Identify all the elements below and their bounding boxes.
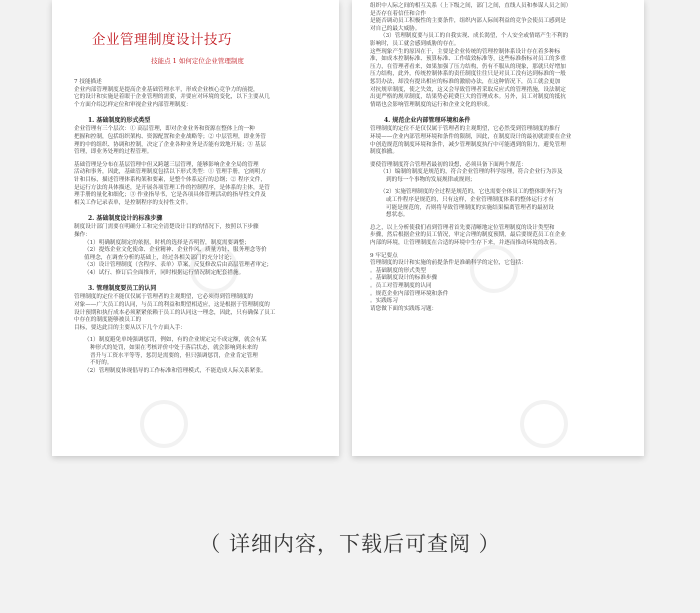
text-line: 是运行方法的具体描述，是开展各项管理工作的控制程序，是体系的主体，是管 [74, 184, 270, 191]
text-line: 到的每一个事物的发展规律或规则； [386, 176, 476, 183]
text-line: 。基础制度的形式类型 [370, 267, 426, 274]
text-line: 。基础制度设计的标准步骤 [370, 275, 438, 282]
text-line: （2）实施管理制度的全过程是规范的，它也需要全体员工的整体职务行为 [380, 189, 563, 196]
text-line: 个方面介绍怎样定位和审视企业内部管理制度： [74, 101, 192, 108]
text-line: 它的设计和实施是着眼于企业管理的需要，并要应对环境的变化，以下主要从几 [74, 94, 270, 101]
text-line: 管理制度的定位不能仅仅属于管理者的主观期望，它必须得到管理制度的 [74, 294, 254, 301]
text-line: 不好的。 [90, 360, 113, 367]
section-heading: 2. 基础制度设计的标准步骤 [88, 215, 163, 223]
document-body-left [74, 79, 321, 375]
text-line: （1）明确制度制定的依据，时机的选择是否明智，制度需要调整； [84, 239, 250, 246]
text-line: 理手册的量化和细化；③ 作业指导书，它是各项具体管理活动的指导性文件及 [74, 192, 266, 199]
text-line: 中创造规范的制度环境和条件，减少管理制度执行中可能遇到的阻力，避免管理 [370, 141, 566, 148]
text-line: （2）提炼企业文化使命、企业精神、企业作风、质量方针、服务理念等价 [84, 247, 267, 254]
text-line: 可能是规范的，否则将导致管理制度的实施结果偏离管理者的最初设 [386, 204, 554, 211]
text-line: 要使管理制度符合管理者最初的设想，必须具备下面两个规范： [370, 161, 527, 168]
text-line: 理的中的组织、协调和控制，决定了企业各种业务是否能有效地开展；③ 基层 [74, 141, 266, 148]
document-title: 企业管理制度设计技巧 [92, 32, 232, 48]
text-line: 压力结构，此外，传统控制体系的责任制度往往只是对员工没有达到标准的一般 [370, 71, 566, 78]
text-line: 种形式的处罚，如果在考核评价中处于落后状态，就会影响到未来的 [90, 345, 258, 352]
text-line: 环境——企业内部管理环境和条件的限制，因此，在制度设计的最初就需要在企业 [370, 133, 572, 140]
text-line: 是能否调动员工积极性的主要条件，组织内部人际间利益的竞争会使员工感到是 [370, 18, 566, 25]
text-line: 想状态。 [386, 212, 409, 219]
text-line: 值理念，在调查分析的基础上，经过各相关部门的充分讨论； [84, 254, 236, 261]
text-line: 组织中人际之间的相互关系（上下级之间，部门之间，直线人员和参谋人员之间） [370, 3, 572, 9]
text-line: 晋升与工资水平等等，惩罚是需要的，但只强调惩罚，企业肯定管理 [90, 352, 258, 359]
text-line: 制度设计部门需要在明确分工和完全清楚设计目的的情况下，按照以下步骤 [74, 224, 259, 231]
text-line: 总之，以上分析使我们看到管理者首先要清晰地定位管理制度的设计类型和 [370, 224, 555, 231]
text-line: 准，如成本控制标准、预算标准、工作绩效标准等，这些标准指标对员工的多重 [370, 56, 566, 63]
text-line: 请您做下面的实践练习题： [370, 305, 438, 312]
text-line: （3）设计管理制度（含程序、表单）草案，反复修改后由高层管理者审定； [84, 262, 273, 269]
text-line: 惩罚办法，却没有提出相应的标准的激励办法，在这种情况下，员工就会更加 [370, 78, 561, 85]
text-line: 中存在的制度能够被员工的 [74, 317, 142, 324]
text-line: 操作： [74, 231, 91, 238]
text-line: 企业管理有三个层次：① 高层管理，即对企业业务和资源在整体上的一种 [74, 126, 255, 133]
text-line: 把握和控制，包括组织架构、资源配置和企业战略等；② 中层管理，即业务管 [74, 133, 266, 140]
text-line: 相关工作记录表单，是控制程序的支持性文件。 [74, 199, 192, 206]
text-line: （4）试行、修订后全面推开，同时根据运行情况制定配套措施。 [84, 269, 245, 276]
document-subtitle: 技能点 1 如何定位企业管理制度 [151, 57, 244, 65]
text-line: 企业内部管理制度是提高企业基础管理水平，形成企业核心竞争力的前提， [74, 86, 259, 93]
text-line: 制度推撤。 [370, 149, 398, 156]
document-body-right [370, 3, 626, 313]
text-line: 对象——广大员工的认同，与员工的利益和期望相适应，这是根据于管理制度的 [74, 302, 270, 309]
text-line: 管理，即业务处理的过程管理。 [74, 149, 153, 156]
text-line: 。规范企业内部管理环境和条件 [370, 290, 449, 297]
text-line: 。员工对管理制度的认同 [370, 283, 432, 289]
text-line: 。实践练习 [370, 298, 398, 305]
text-line: （2）管理制度体现倡导的工作标准和管理模式，不能造成人际关系紧张。 [84, 367, 267, 374]
text-line: （3）管理制度要与员工的自我实现、成长渴望，个人安全或情绪产生不利的 [380, 33, 569, 40]
text-line: 针和目标，描述管理体系构架和要素，是整个体系运行的总纲；② 程序文件， [74, 176, 266, 183]
document-page-left [52, 0, 339, 456]
text-line: （1）编制的制度是规范的，符合企业管理的科学原理，符合企业行为涉及 [380, 169, 563, 176]
text-line: （1）制度避免单纯强调惩罚，例如，有的企业规定完不成定额，就会有某 [84, 337, 267, 344]
text-line: 出更严格的规章制度，结果势必耗费巨大的管理成本。另外，员工对制度的抵抗 [370, 94, 566, 101]
text-line: 设计预期和执行成本必须紧紧依赖于员工的认同这一理念，因此，只有确保了员工 [74, 309, 276, 316]
text-line: 影响时，员工就会感到威胁的存在。 [370, 40, 460, 47]
document-page-right [352, 0, 644, 456]
text-line: 内部的环境，让管理制度在合适的环境中生存下来，并逐而推动环境的改善。 [370, 240, 561, 247]
section-heading: 4. 规范企业内部管理环境和条件 [384, 117, 471, 125]
text-line: 基础管理是分布在基层管理中但又跨越三层管理，能够影响企业全局的管理 [74, 161, 259, 168]
text-line: 7 技能描述 [74, 79, 102, 85]
download-hint: （ 详细内容，下载后可查阅 ） [199, 532, 501, 556]
text-line: 或工作程序是规范的，只有这样，企业管理制度体系的整体运行才有 [386, 197, 554, 204]
text-line: 对抗规章制度，使之失效，这又会导致管理者采取反应式的管理措施，设法制定 [370, 86, 566, 93]
text-line: 活动和事务，因此，基础管理制度包括以下形式类型：① 管理手册，它阐明方 [74, 169, 266, 176]
text-line: 目标，要达此目的主要从以下几个方面入手： [74, 324, 186, 331]
text-line: 压力，在管理者看来，如果加强了压力结构，仍有不服从的现象，那就只好增加 [370, 63, 566, 70]
text-line: 对自己的最大威胁。 [370, 25, 421, 32]
section-heading: 1. 基础制度的形式类型 [88, 117, 151, 125]
section-heading: 3. 管理制度要员工的认同 [88, 285, 157, 293]
text-line: 管理制度的设计和实施的前提条件是准确科学的定位，它包括： [370, 260, 527, 267]
text-line: 管理制度的定位不是仅仅属于管理者的主观期望，它必然受到管理制度的推行 [370, 126, 561, 133]
text-line: 情绪也会影响管理制度的运行和企业文化的形成。 [370, 101, 494, 108]
text-line: 是否存在着信任和合作 [370, 10, 426, 17]
text-line: 这些现象产生的原因在于，主要是企业传统的管理控制体系设计存在着多种标 [370, 48, 561, 55]
text-line: 9 牢记要点 [370, 252, 398, 259]
text-line: 步骤，然后根据企业的员工情况，审定合理的制度预期，最后要规范员工在企业 [370, 232, 566, 239]
